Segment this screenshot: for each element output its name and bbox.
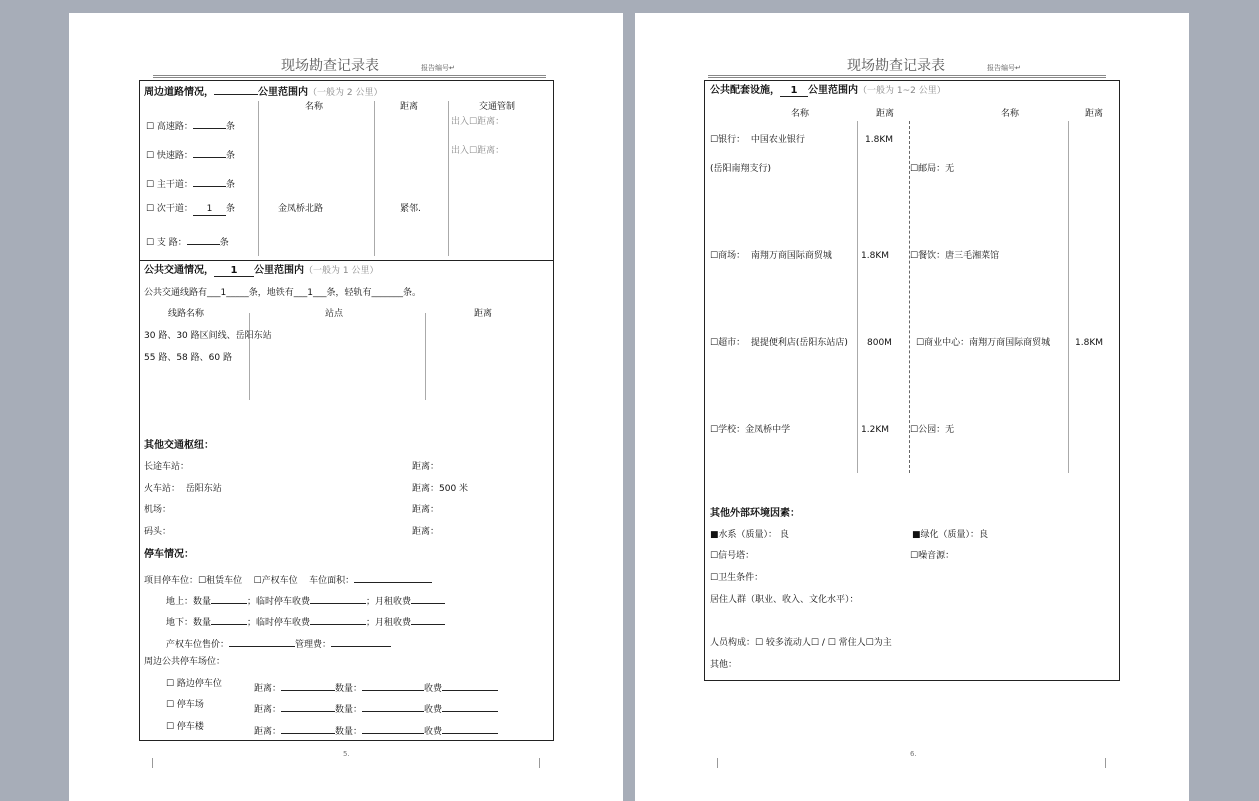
hub-coach-label: 长途车站：	[144, 462, 190, 472]
facilities-heading: 公共配套设施， 1 公里范围内（一般为 1~2 公里）	[710, 85, 946, 96]
transit-col-stop: 站点	[325, 309, 344, 319]
facility-park: ☐公园：无	[910, 425, 955, 435]
public-row-roadside-fields: 距离： 数量： 收费	[254, 679, 498, 695]
section-divider	[139, 260, 554, 261]
road-row-highway: ☐ 高速路： 条	[146, 117, 235, 133]
transit-col-sep	[249, 313, 250, 400]
parking-area-field[interactable]	[354, 571, 432, 583]
report-number: 报告编号↵	[987, 64, 1021, 72]
table-border-right	[553, 80, 554, 741]
facilities-col-name-right: 名称	[1001, 109, 1020, 119]
roads-range-field[interactable]	[214, 83, 258, 95]
facility-supermarket: ☐超市： 提提便利店(岳阳东站店)	[710, 338, 848, 348]
road-ctrl-expressway: 出入☐距离：	[451, 146, 505, 156]
facility-bank: ☐银行： 中国农业银行	[710, 135, 805, 145]
roads-col-dist: 距离	[400, 102, 419, 112]
table-border-top	[704, 80, 1120, 81]
title-rule	[153, 75, 546, 76]
environment-heading: 其他外部环境因素：	[710, 508, 800, 519]
table-border-right	[1119, 80, 1120, 681]
page-title: 现场勘查记录表	[847, 58, 945, 74]
env-residents: 居住人群（职业、收入、文化水平）：	[710, 595, 859, 605]
parking-heading: 停车情况：	[144, 549, 194, 560]
parking-under-qty[interactable]	[211, 613, 247, 625]
page-number: 6.	[910, 750, 917, 758]
parking-under-row: 地下：数量 ；临时停车收费 ；月租收费	[166, 613, 445, 629]
transit-col-line: 线路名称	[168, 309, 205, 319]
hubs-heading: 其他交通枢纽：	[144, 440, 214, 451]
hub-airport-dist: 距离：	[412, 505, 440, 515]
facility-school: ☐学校：金凤桥中学	[710, 425, 791, 435]
title-rule	[708, 75, 1106, 76]
public-row-garage-fields: 距离： 数量： 收费	[254, 722, 498, 738]
hub-coach-dist: 距离：	[412, 462, 440, 472]
env-green: ■绿化（质量）：良	[912, 530, 989, 540]
facilities-col-sep	[1068, 121, 1069, 473]
margin-mark	[1105, 758, 1106, 768]
facilities-col-dist-left: 距离	[876, 109, 895, 119]
hub-airport-label: 机场：	[144, 505, 172, 515]
road-row-expressway: ☐ 快速路： 条	[146, 146, 235, 162]
parking-ground-month-fee[interactable]	[411, 592, 445, 604]
margin-mark	[717, 758, 718, 768]
env-water: ■水系（质量）： 良	[710, 530, 789, 540]
public-row-roadside: ☐ 路边停车位	[166, 679, 222, 689]
public-row-lot-fields: 距离： 数量： 收费	[254, 700, 498, 716]
roads-col-name: 名称	[305, 102, 324, 112]
road-ctrl-highway: 出入☐距离：	[451, 117, 505, 127]
road-count-field[interactable]	[193, 117, 226, 129]
facility-post: ☐邮局：无	[910, 164, 955, 174]
facility-business-center-dist: 1.8KM	[1075, 338, 1103, 348]
parking-price-row: 产权车位售价： 管理费：	[166, 635, 391, 651]
parking-public-label: 周边公共停车场位：	[144, 657, 226, 667]
page-title: 现场勘查记录表	[281, 58, 379, 74]
parking-mgmt-field[interactable]	[331, 635, 391, 647]
facility-school-dist: 1.2KM	[861, 425, 889, 435]
env-noise: ☐噪音源：	[910, 551, 955, 561]
table-border-bottom	[704, 680, 1120, 681]
page-number: 5.	[343, 750, 350, 758]
table-border-left	[704, 80, 705, 681]
parking-under-month-fee[interactable]	[411, 613, 445, 625]
road-row-secondary: ☐ 次干道： 1 条	[146, 204, 235, 214]
public-row-lot: ☐ 停车场	[166, 700, 204, 710]
transit-row-1: 30 路、30 路区间线、岳阳东站	[144, 331, 272, 341]
facilities-range-field[interactable]: 1	[780, 85, 808, 97]
table-border-left	[139, 80, 140, 741]
roads-col-ctrl: 交通管制	[479, 102, 516, 112]
facility-bank-branch: (岳阳南翔支行)	[710, 164, 772, 174]
facility-mall-dist: 1.8KM	[861, 251, 889, 261]
parking-price-field[interactable]	[229, 635, 295, 647]
parking-under-temp-fee[interactable]	[310, 613, 366, 625]
road-count-field[interactable]	[187, 233, 220, 245]
transit-col-dist: 距离	[474, 309, 493, 319]
road-count-field[interactable]: 1	[193, 204, 226, 216]
report-number: 报告编号↵	[421, 64, 455, 72]
road-count-field[interactable]	[193, 146, 226, 158]
parking-ground-temp-fee[interactable]	[310, 592, 366, 604]
hub-train: 火车站： 岳阳东站	[144, 484, 222, 494]
margin-mark	[152, 758, 153, 768]
transit-range-field[interactable]: 1	[214, 265, 254, 277]
env-signal: ☐信号塔：	[710, 551, 755, 561]
env-composition: 人员构成：☐ 较多流动人☐ / ☐ 常住人☐为主	[710, 638, 892, 648]
transit-line-counts: 公共交通线路有___1_____条，地铁有___1___条，轻轨有_______条。	[144, 288, 421, 298]
hub-train-dist: 距离：500 米	[412, 484, 469, 494]
transit-heading: 公共交通情况， 1 公里范围内（一般为 1 公里）	[144, 265, 379, 276]
facilities-col-dist-right: 距离	[1085, 109, 1104, 119]
page-5	[69, 13, 623, 801]
roads-col-sep	[448, 101, 449, 256]
env-other: 其他：	[710, 660, 738, 670]
transit-row-2: 55 路、58 路、60 路	[144, 353, 232, 363]
road-dist-secondary: 紧邻.	[400, 204, 421, 214]
road-row-branch: ☐ 支 路： 条	[146, 233, 229, 249]
hub-dock-label: 码头：	[144, 527, 172, 537]
hub-dock-dist: 距离：	[412, 527, 440, 537]
transit-col-sep	[425, 313, 426, 400]
parking-ground-row: 地上：数量 ；临时停车收费 ；月租收费	[166, 592, 445, 608]
road-count-field[interactable]	[193, 175, 226, 187]
roads-col-sep	[258, 101, 259, 256]
roads-col-sep	[374, 101, 375, 256]
road-row-arterial: ☐ 主干道： 条	[146, 175, 235, 191]
page-6	[635, 13, 1189, 801]
parking-ground-qty[interactable]	[211, 592, 247, 604]
env-sanitation: ☐卫生条件：	[710, 573, 764, 583]
margin-mark	[539, 758, 540, 768]
facilities-col-sep	[857, 121, 858, 473]
facility-supermarket-dist: 800M	[867, 338, 892, 348]
public-row-garage: ☐ 停车楼	[166, 722, 204, 732]
road-name-secondary: 金凤桥北路	[278, 204, 324, 214]
facility-dining: ☐餐饮：唐三毛湘菜馆	[910, 251, 1000, 261]
facility-mall: ☐商场： 南翔万商国际商贸城	[710, 251, 832, 261]
facilities-col-name-left: 名称	[791, 109, 810, 119]
table-border-top	[139, 80, 554, 81]
parking-project-row: 项目停车位：☐租赁车位 ☐产权车位 车位面积：	[144, 571, 432, 587]
facility-business-center: ☐商业中心：南翔万商国际商贸城	[916, 338, 1051, 348]
table-border-bottom	[139, 740, 554, 741]
roads-heading: 周边道路情况， 公里范围内（一般为 2 公里）	[144, 83, 382, 99]
facility-bank-dist: 1.8KM	[865, 135, 893, 145]
